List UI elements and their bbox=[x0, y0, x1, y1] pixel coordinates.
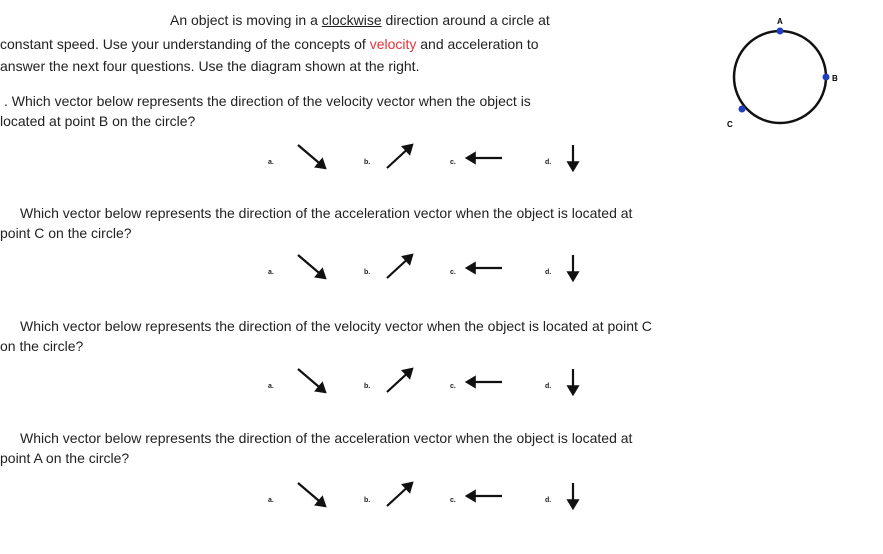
vector-arrow-b bbox=[387, 369, 412, 392]
vector-arrow-b bbox=[387, 483, 412, 506]
question-1-line-1: . Which vector below represents the direction of the velocity vector when the object is bbox=[4, 93, 531, 109]
question-2-line-1: Which vector below represents the direction of the acceleration vector when the object is located at bbox=[20, 205, 633, 221]
option-label-c: c. bbox=[450, 269, 456, 276]
option-label-c: c. bbox=[450, 159, 456, 166]
option-label-c: c. bbox=[450, 383, 456, 390]
intro-text: constant speed. Use your understanding of the concepts of bbox=[0, 36, 370, 52]
question-4-line-1: Which vector below represents the direction of the acceleration vector when the object is located at bbox=[20, 430, 633, 446]
option-label-d: d. bbox=[545, 269, 552, 276]
option-label-d: d. bbox=[545, 497, 552, 504]
vector-arrow-b bbox=[387, 145, 412, 168]
option-label-b: b. bbox=[364, 159, 371, 166]
vector-arrow-a bbox=[298, 255, 325, 278]
question-2-line-2: point C on the circle? bbox=[0, 225, 132, 241]
vector-arrow-b bbox=[387, 255, 412, 278]
vector-arrow-a bbox=[298, 369, 325, 392]
question-1-line-2: located at point B on the circle? bbox=[0, 113, 196, 129]
option-label-a: a. bbox=[268, 497, 274, 504]
clockwise-word: clockwise bbox=[321, 12, 382, 28]
question-3-line-2: on the circle? bbox=[0, 338, 84, 354]
vector-arrow-a bbox=[298, 145, 325, 168]
option-label-b: b. bbox=[364, 269, 371, 276]
velocity-word: velocity bbox=[369, 36, 417, 52]
option-label-d: d. bbox=[545, 383, 552, 390]
point-a-label: A bbox=[777, 17, 783, 26]
question-4-line-2: point A on the circle? bbox=[0, 450, 130, 466]
option-label-c: c. bbox=[450, 497, 456, 504]
option-label-a: a. bbox=[268, 383, 274, 390]
option-label-b: b. bbox=[364, 383, 371, 390]
intro-text: direction around a circle at bbox=[381, 12, 550, 28]
option-label-b: b. bbox=[364, 497, 371, 504]
point-c-label: C bbox=[727, 120, 733, 129]
intro-text: and acceleration to bbox=[416, 36, 539, 52]
vector-arrow-a bbox=[298, 483, 325, 506]
option-label-a: a. bbox=[268, 269, 274, 276]
intro-text: An object is moving in a bbox=[170, 12, 322, 28]
point-b-label: B bbox=[832, 74, 838, 83]
intro-line-3: answer the next four questions. Use the diagram shown at the right. bbox=[0, 58, 420, 74]
option-label-d: d. bbox=[545, 159, 552, 166]
question-3-line-1: Which vector below represents the direction of the velocity vector when the object is located at point C bbox=[20, 318, 652, 334]
option-label-a: a. bbox=[268, 159, 274, 166]
